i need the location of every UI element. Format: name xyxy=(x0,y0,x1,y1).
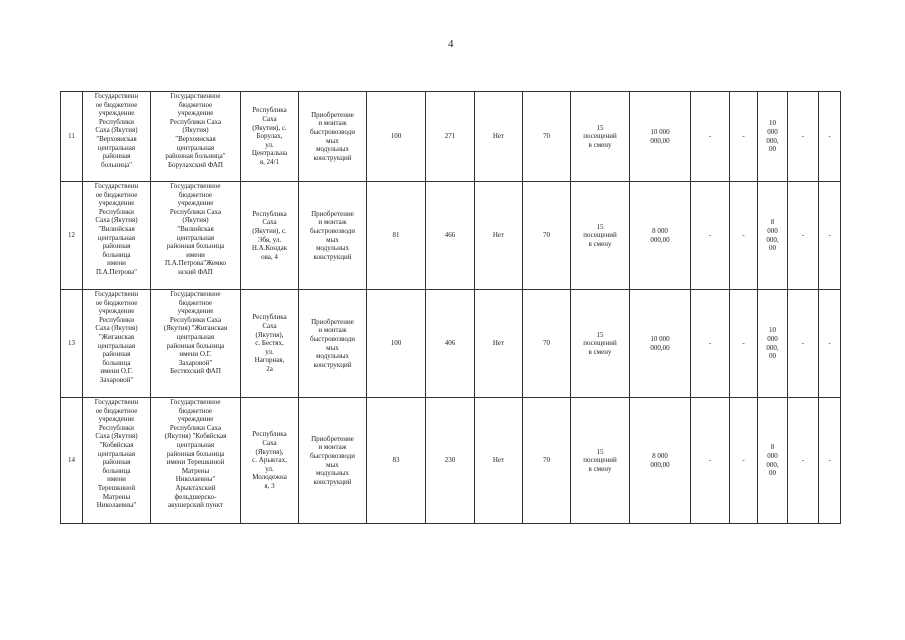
budget-sum-cell: 10 000 000, 00 xyxy=(758,92,788,182)
dash-cell-1: - xyxy=(691,398,730,524)
address-cell: Республика Саха (Якутия), с. Бестях, ул. Нагорная, 2а xyxy=(241,290,299,398)
dash-cell-4: - xyxy=(819,182,841,290)
value-cell-1: 100 xyxy=(367,92,426,182)
organization-cell: Государственн ое бюджетное учреждение Республики Саха (Якутия) "Жиганская центральная районная больница имени О.Г. Захаровой" xyxy=(83,290,151,398)
dash-cell-1: - xyxy=(691,290,730,398)
institution-cell: Государственное бюджетное учреждение Республики Саха (Якутия) "Жиганская центральная районная больница имени О.Г. Захаровой" Бестяхский ФАП xyxy=(151,290,241,398)
value-cell-3: Нет xyxy=(475,398,523,524)
value-cell-4: 70 xyxy=(523,182,571,290)
capacity-cell: 15 посещений в смену xyxy=(571,398,630,524)
dash-cell-3: - xyxy=(788,92,819,182)
organization-cell: Государственн ое бюджетное учреждение Республики Саха (Якутия) "Верхоянская центральная районная больница" xyxy=(83,92,151,182)
dash-cell-2: - xyxy=(730,290,758,398)
value-cell-2: 271 xyxy=(426,92,475,182)
institution-cell: Государственное бюджетное учреждение Республики Саха (Якутия) "Вилюйская центральная районная больница имени П.А.Петрова"Жемко нский ФАП xyxy=(151,182,241,290)
total-sum-cell: 8 000 000,00 xyxy=(630,182,691,290)
address-cell: Республика Саха (Якутия), с. Борулах, ул. Центральна я, 24/1 xyxy=(241,92,299,182)
row-index: 13 xyxy=(61,290,83,398)
work-type-cell: Приобретение и монтаж быстровозводи мых модульных конструкций xyxy=(299,182,367,290)
budget-sum-cell: 8 000 000, 00 xyxy=(758,182,788,290)
value-cell-4: 70 xyxy=(523,92,571,182)
address-cell: Республика Саха (Якутия), с. Арыктах, ул. Молодежна я, 3 xyxy=(241,398,299,524)
dash-cell-3: - xyxy=(788,290,819,398)
table-row xyxy=(61,182,841,290)
total-sum-cell: 8 000 000,00 xyxy=(630,398,691,524)
facilities-table xyxy=(60,91,841,524)
dash-cell-3: - xyxy=(788,398,819,524)
value-cell-2: 466 xyxy=(426,182,475,290)
organization-cell: Государственн ое бюджетное учреждение Республики Саха (Якутия) "Кобяйская центральная районная больница имени Терешкиной Матрены Николаевны" xyxy=(83,398,151,524)
dash-cell-1: - xyxy=(691,182,730,290)
total-sum-cell: 10 000 000,00 xyxy=(630,92,691,182)
total-sum-cell: 10 000 000,00 xyxy=(630,290,691,398)
page-number: 4 xyxy=(448,38,454,50)
dash-cell-4: - xyxy=(819,92,841,182)
institution-cell: Государственное бюджетное учреждение Республики Саха (Якутия) "Верхоянская центральная районная больница" Борулахский ФАП xyxy=(151,92,241,182)
work-type-cell: Приобретение и монтаж быстровозводи мых модульных конструкций xyxy=(299,290,367,398)
value-cell-2: 406 xyxy=(426,290,475,398)
dash-cell-4: - xyxy=(819,290,841,398)
row-index: 12 xyxy=(61,182,83,290)
table-row xyxy=(61,290,841,398)
value-cell-1: 83 xyxy=(367,398,426,524)
value-cell-3: Нет xyxy=(475,182,523,290)
institution-cell: Государственное бюджетное учреждение Республики Саха (Якутия) "Кобяйская центральная районная больница имени Терешкиной Матрены Николаевны" Арыктахский фельдшерско- акушерский пункт xyxy=(151,398,241,524)
value-cell-4: 70 xyxy=(523,290,571,398)
table-row xyxy=(61,92,841,182)
dash-cell-2: - xyxy=(730,182,758,290)
capacity-cell: 15 посещений в смену xyxy=(571,92,630,182)
value-cell-1: 81 xyxy=(367,182,426,290)
row-index: 11 xyxy=(61,92,83,182)
value-cell-1: 100 xyxy=(367,290,426,398)
value-cell-3: Нет xyxy=(475,92,523,182)
budget-sum-cell: 8 000 000, 00 xyxy=(758,398,788,524)
address-cell: Республика Саха (Якутия), с. Эбя, ул. Н.А.Кондак ова, 4 xyxy=(241,182,299,290)
capacity-cell: 15 посещений в смену xyxy=(571,182,630,290)
dash-cell-4: - xyxy=(819,398,841,524)
dash-cell-1: - xyxy=(691,92,730,182)
organization-cell: Государственн ое бюджетное учреждение Республики Саха (Якутия) "Вилюйская центральная районная больница имени П.А.Петрова" xyxy=(83,182,151,290)
row-index: 14 xyxy=(61,398,83,524)
budget-sum-cell: 10 000 000, 00 xyxy=(758,290,788,398)
work-type-cell: Приобретение и монтаж быстровозводи мых модульных конструкций xyxy=(299,398,367,524)
dash-cell-2: - xyxy=(730,398,758,524)
table-row xyxy=(61,398,841,524)
value-cell-3: Нет xyxy=(475,290,523,398)
value-cell-4: 70 xyxy=(523,398,571,524)
dash-cell-3: - xyxy=(788,182,819,290)
capacity-cell: 15 посещений в смену xyxy=(571,290,630,398)
work-type-cell: Приобретение и монтаж быстровозводи мых модульных конструкций xyxy=(299,92,367,182)
dash-cell-2: - xyxy=(730,92,758,182)
value-cell-2: 230 xyxy=(426,398,475,524)
